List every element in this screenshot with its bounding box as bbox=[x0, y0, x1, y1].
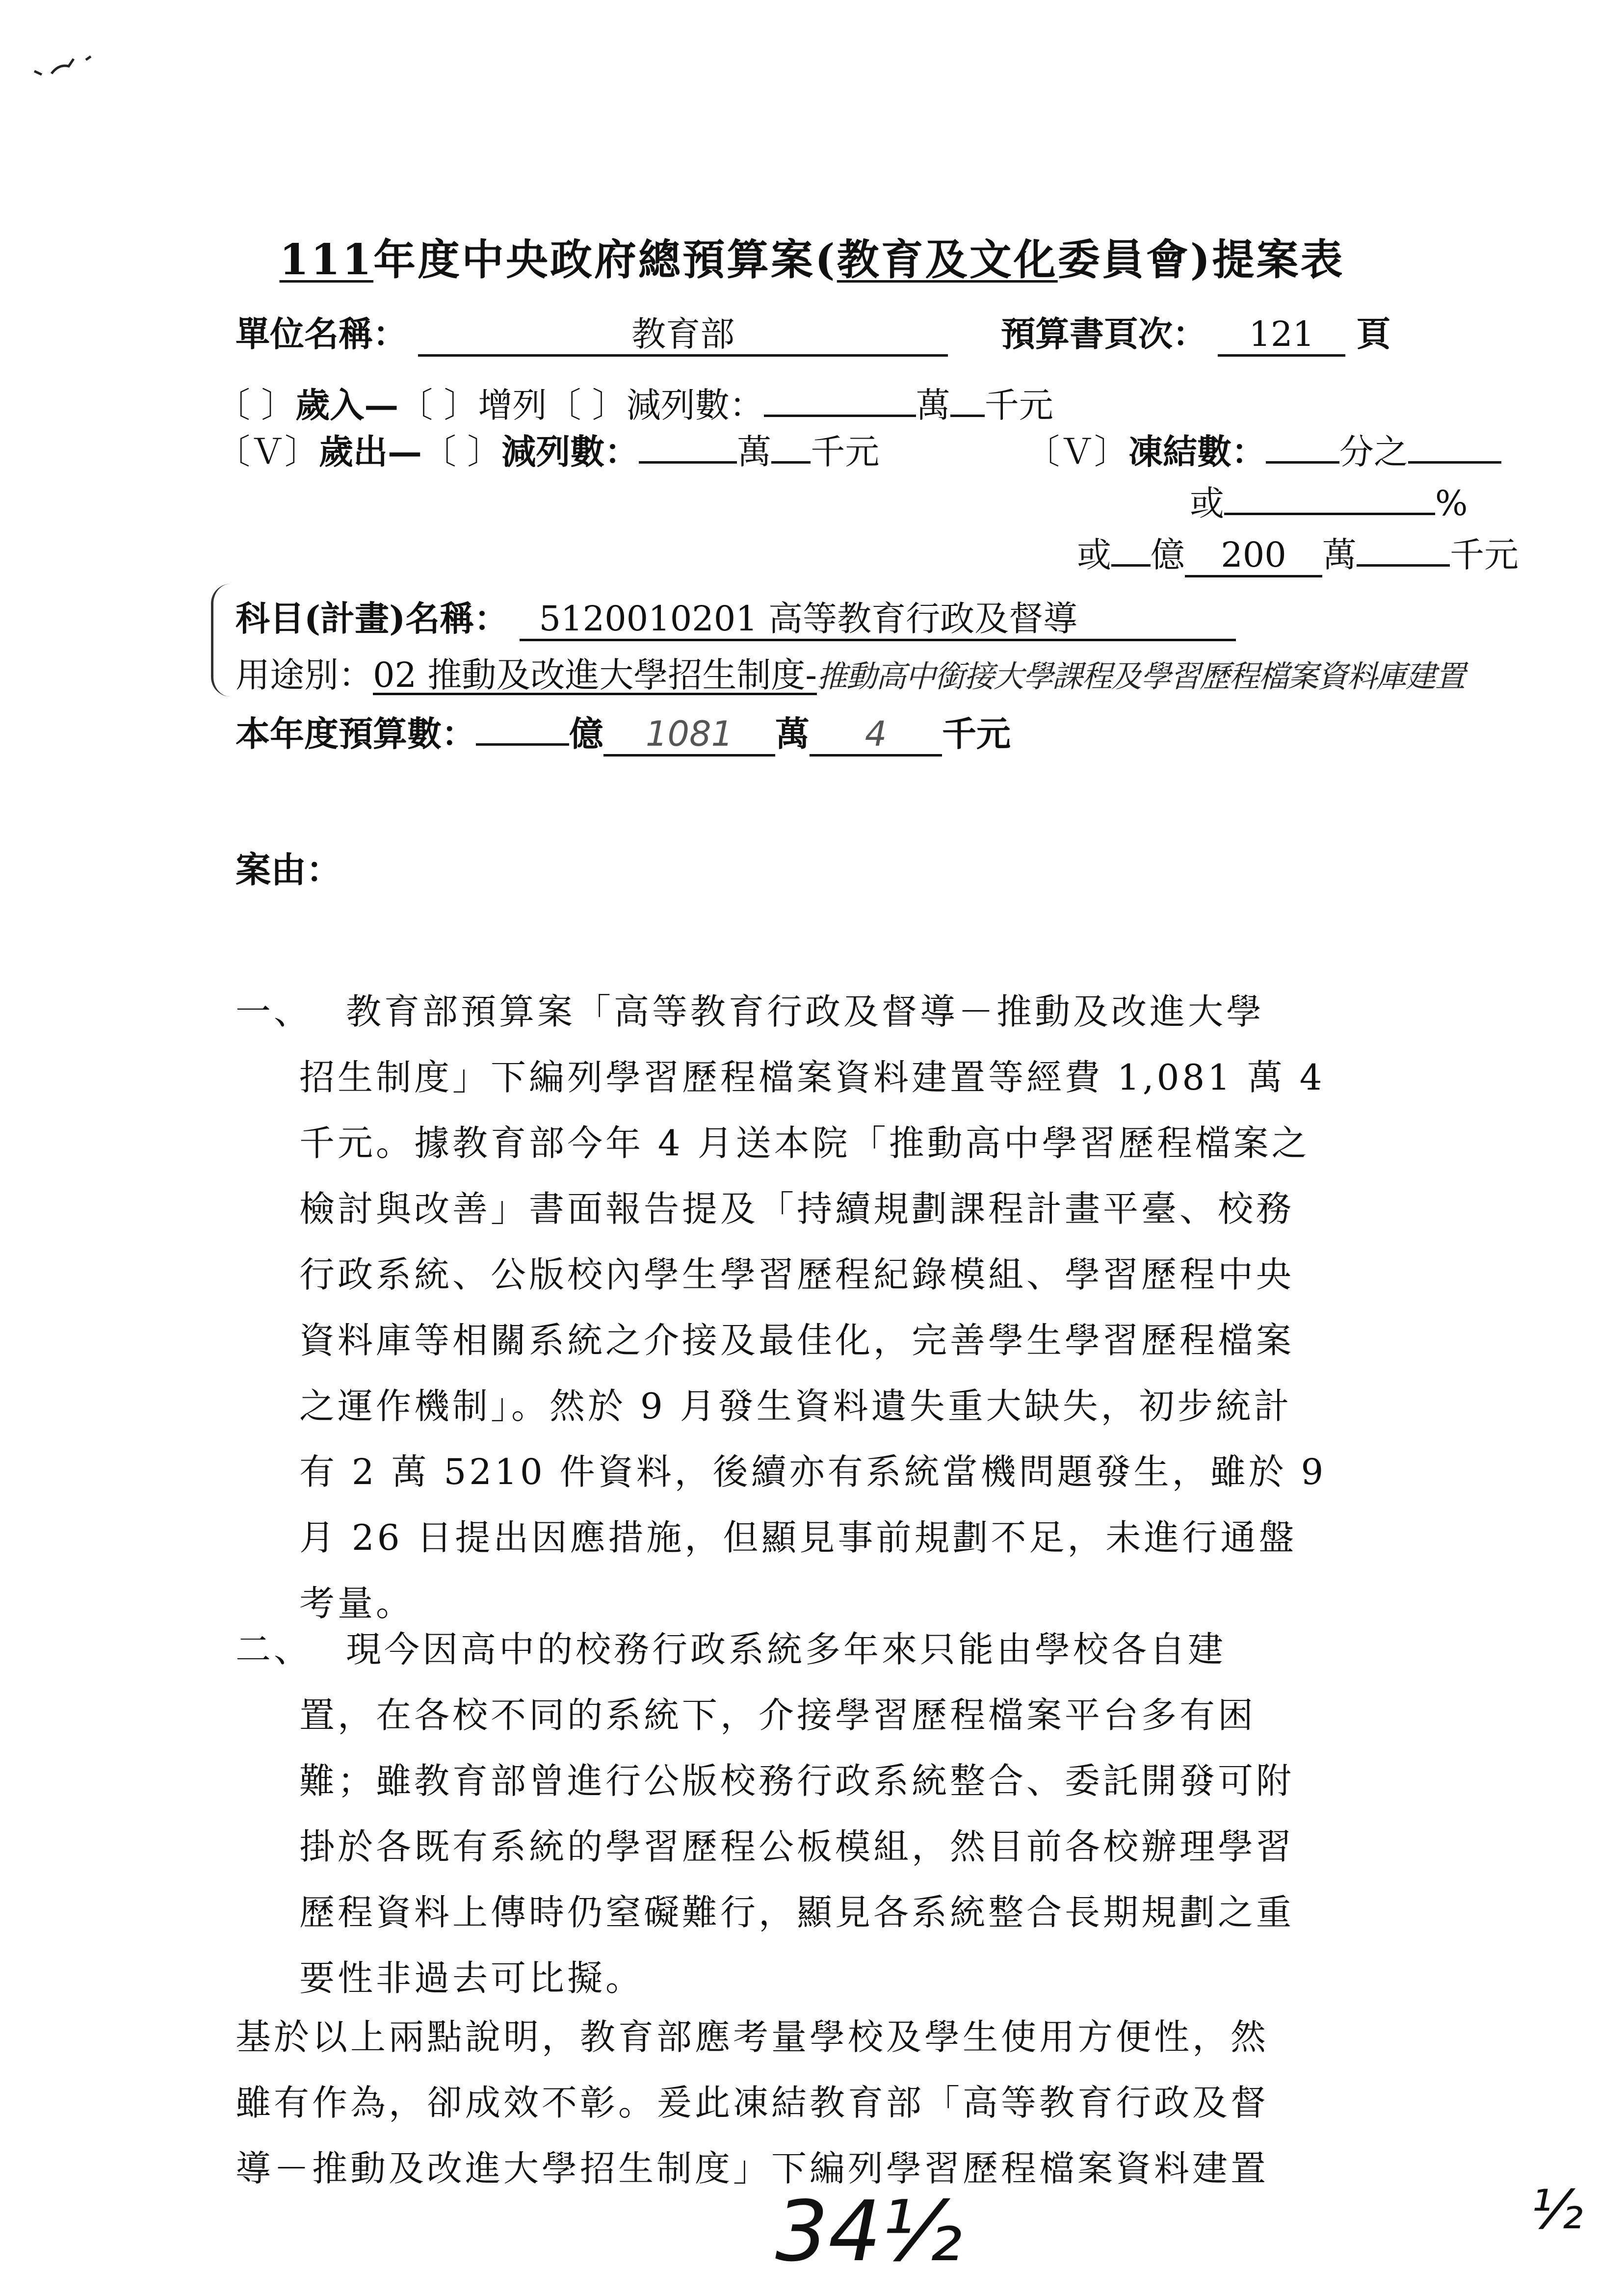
usage-handwritten: 推動高中銜接大學課程及學習歷程檔案資料庫建置 bbox=[816, 658, 1465, 694]
subject-row bbox=[236, 591, 1236, 641]
paragraph-line: 資料庫等相關系統之介接及最佳化，完善學生學習歷程檔案 bbox=[299, 1320, 1295, 1361]
budget-qian-value: 4 bbox=[810, 717, 942, 757]
percent-sign: % bbox=[1435, 483, 1468, 523]
usage-row bbox=[236, 648, 1465, 697]
paragraph-1-body bbox=[236, 979, 1326, 1636]
budget-label: 本年度預算數： bbox=[236, 713, 476, 754]
paragraph-line: 招生制度」下編列學習歷程檔案資料建置等經費 1,081 萬 4 bbox=[299, 1057, 1325, 1098]
or-label: 或 bbox=[1190, 483, 1224, 523]
percent-blank bbox=[1224, 510, 1435, 515]
budget-wan-value: 1081 bbox=[603, 717, 775, 757]
paragraph-line: 基於以上兩點說明，教育部應考量學校及學生使用方便性，然 bbox=[236, 2016, 1269, 2058]
page-value: 121 bbox=[1218, 317, 1345, 357]
exp-decrease-label: 減列數： bbox=[501, 431, 639, 472]
document-title bbox=[0, 226, 1624, 287]
paragraph-line: 歷程資料上傳時仍窒礙難行，顯見各系統整合長期規劃之重 bbox=[299, 1892, 1295, 1933]
freeze-wan: 萬 bbox=[1322, 535, 1357, 575]
exp-qian: 千元 bbox=[811, 432, 880, 472]
exp-wan-blank bbox=[639, 458, 737, 464]
paragraph-line: 檢討與改善」書面報告提及「持續規劃課程計畫平臺、校務 bbox=[299, 1188, 1295, 1229]
increase-checkbox[interactable]: 〔 〕 bbox=[398, 385, 478, 425]
fraction-denominator-blank bbox=[1266, 458, 1339, 464]
paragraph-line: 千元。據教育部今年 4 月送本院「推動高中學習歷程檔案之 bbox=[299, 1122, 1310, 1164]
paragraph-1-number: 一、 bbox=[236, 991, 313, 1032]
budget-qian: 千元 bbox=[942, 713, 1011, 754]
paragraph-2-body bbox=[236, 1617, 1294, 2011]
conclusion-body bbox=[236, 2004, 1269, 2201]
freeze-checkbox[interactable]: 〔Ｖ〕 bbox=[1025, 432, 1128, 472]
decrease-checkbox[interactable]: 〔 〕 bbox=[547, 385, 627, 425]
paragraph-line: 月 26 日提出因應措施，但顯見事前規劃不足，未進行通盤 bbox=[299, 1517, 1297, 1558]
freeze-qian-blank bbox=[1357, 561, 1450, 567]
expenditure-checkbox[interactable]: 〔Ｖ〕 bbox=[216, 432, 319, 472]
paragraph-line: 難；雖教育部曾進行公版校務行政系統整合、委託開發可附 bbox=[299, 1760, 1295, 1801]
revenue-label: 歲入— bbox=[295, 385, 399, 425]
page-row bbox=[1001, 307, 1391, 357]
exp-wan: 萬 bbox=[737, 432, 772, 472]
paragraph-line: 之運作機制」。然於 9 月發生資料遺失重大缺失，初步統計 bbox=[299, 1385, 1292, 1427]
usage-value: 02 推動及改進大學招生制度- bbox=[373, 655, 817, 695]
freeze-label: 凍結數： bbox=[1128, 431, 1266, 472]
handwritten-page-number: 34½ bbox=[775, 2183, 963, 2280]
percent-row bbox=[1190, 476, 1468, 525]
freeze-amount-row bbox=[1077, 527, 1519, 577]
paragraph-line: 導－推動及改進大學招生制度」下編列學習歷程檔案資料建置 bbox=[236, 2148, 1269, 2189]
revenue-qian: 千元 bbox=[984, 385, 1053, 425]
freeze-yi: 億 bbox=[1151, 535, 1185, 575]
paragraph-line: 掛於各既有系統的學習歷程公板模組，然目前各校辦理學習 bbox=[299, 1826, 1295, 1867]
revenue-wan: 萬 bbox=[916, 385, 950, 425]
fraction-mid: 分之 bbox=[1339, 432, 1408, 472]
page-label: 預算書頁次： bbox=[1001, 313, 1207, 354]
usage-label: 用途別： bbox=[236, 655, 373, 695]
budget-yi: 億 bbox=[569, 713, 603, 754]
exp-qian-blank bbox=[771, 458, 811, 464]
reason-heading: 案由： bbox=[236, 849, 342, 890]
revenue-row bbox=[216, 378, 1053, 427]
paragraph-line: 教育部預算案「高等教育行政及督導－推動及改進大學 bbox=[346, 991, 1265, 1032]
revenue-wan-blank bbox=[764, 412, 916, 417]
freeze-wan-value: 200 bbox=[1185, 538, 1322, 577]
increase-label: 增列 bbox=[478, 385, 547, 425]
scan-mark bbox=[29, 54, 113, 78]
paragraph-2-number: 二、 bbox=[236, 1629, 313, 1670]
title-year: 111 bbox=[279, 235, 374, 285]
paragraph-line: 雖有作為，卻成效不彰。爰此凍結教育部「高等教育行政及督 bbox=[236, 2082, 1269, 2123]
expenditure-row bbox=[216, 424, 879, 474]
subject-label: 科目(計畫)名稱： bbox=[236, 598, 509, 639]
freeze-qian: 千元 bbox=[1450, 535, 1519, 575]
decrease-label: 減列數： bbox=[626, 385, 764, 425]
title-committee: 教育及文化 bbox=[837, 235, 1058, 285]
title-part2: 委員會)提案表 bbox=[1057, 235, 1345, 285]
budget-yi-blank bbox=[476, 740, 569, 746]
handwritten-corner-mark: ½ bbox=[1531, 2178, 1583, 2241]
expenditure-label: 歲出— bbox=[319, 431, 422, 472]
freeze-yi-blank bbox=[1111, 561, 1151, 567]
paragraph-line: 有 2 萬 5210 件資料，後續亦有系統當機問題發生，雖於 9 bbox=[299, 1451, 1327, 1492]
unit-label: 單位名稱： bbox=[236, 313, 407, 354]
budget-wan: 萬 bbox=[775, 713, 810, 754]
paragraph-2 bbox=[236, 1617, 1294, 2011]
subject-value: 5120010201 高等教育行政及督導 bbox=[520, 601, 1236, 641]
exp-decrease-checkbox[interactable]: 〔 〕 bbox=[422, 432, 502, 472]
page-suffix: 頁 bbox=[1356, 313, 1391, 354]
unit-row bbox=[236, 307, 948, 357]
paragraph-line: 現今因高中的校務行政系統多年來只能由學校各自建 bbox=[346, 1629, 1227, 1670]
paragraph-line: 要性非過去可比擬。 bbox=[299, 1957, 644, 1999]
conclusion bbox=[236, 2004, 1269, 2201]
paragraph-1 bbox=[236, 979, 1326, 1636]
fraction-numerator-blank bbox=[1408, 458, 1501, 464]
paragraph-line: 置，在各校不同的系統下，介接學習歷程檔案平台多有困 bbox=[299, 1695, 1257, 1736]
title-part1: 年度中央政府總預算案( bbox=[373, 235, 837, 285]
or2-label: 或 bbox=[1077, 535, 1111, 575]
subject-bracket bbox=[211, 584, 233, 697]
revenue-qian-blank bbox=[950, 412, 985, 417]
paragraph-line: 考量。 bbox=[299, 1583, 415, 1624]
budget-row bbox=[236, 706, 1011, 757]
unit-value: 教育部 bbox=[418, 317, 948, 357]
paragraph-line: 行政系統、公版校內學生學習歷程紀錄模組、學習歷程中央 bbox=[299, 1254, 1295, 1295]
freeze-row bbox=[1025, 424, 1501, 474]
revenue-checkbox[interactable]: 〔 〕 bbox=[216, 385, 296, 425]
